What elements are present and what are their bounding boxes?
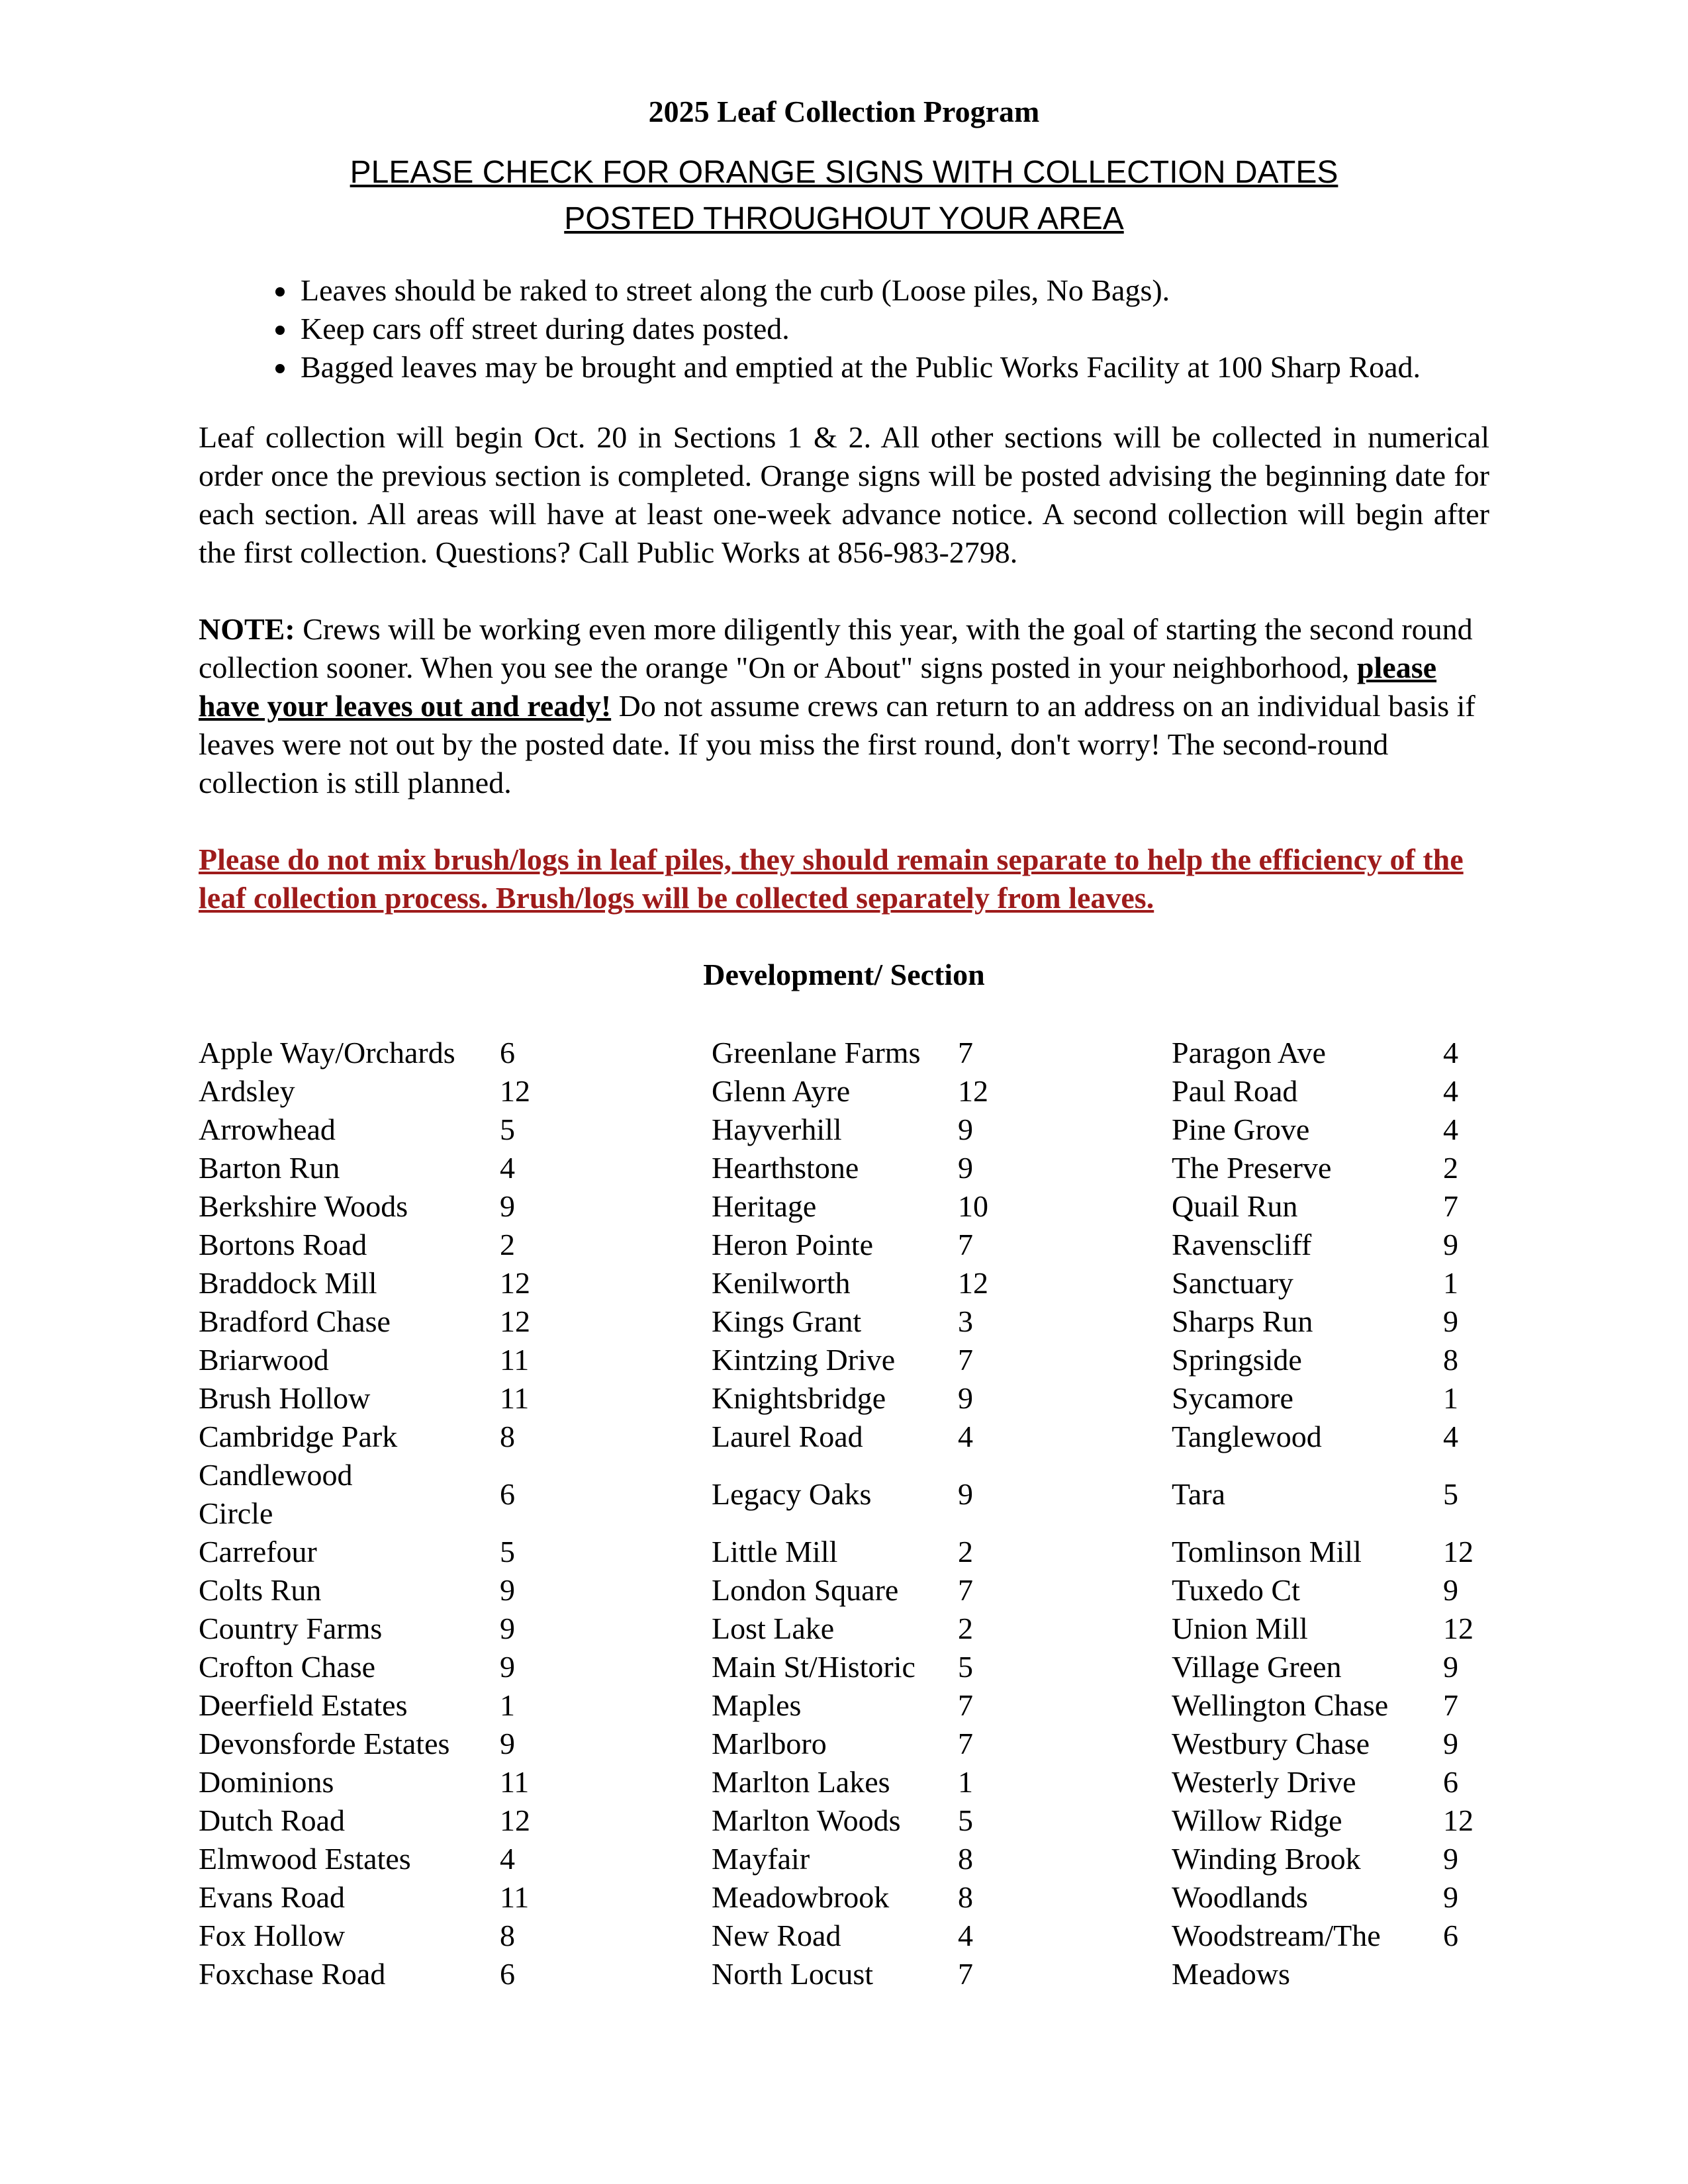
development-row: [199, 1302, 712, 1341]
development-row: [199, 1917, 712, 1955]
development-row: [712, 1456, 1172, 1533]
development-name: Ardsley: [199, 1074, 295, 1108]
development-name: Kings Grant: [712, 1304, 862, 1338]
section-number: 8: [500, 1919, 515, 1952]
section-number: 10: [958, 1189, 988, 1223]
section-number: 9: [958, 1477, 973, 1511]
section-number: 5: [1443, 1477, 1458, 1511]
section-number: 3: [958, 1304, 973, 1338]
development-row: [199, 1149, 712, 1187]
development-name: Marlton Lakes: [712, 1765, 890, 1799]
section-number: 7: [958, 1228, 973, 1261]
section-number: 4: [500, 1151, 515, 1185]
development-name: Woodlands: [1172, 1880, 1308, 1914]
development-row: [712, 1840, 1172, 1878]
development-name: Paul Road: [1172, 1074, 1298, 1108]
development-row: [712, 1379, 1172, 1418]
section-number: 4: [1443, 1113, 1458, 1146]
development-name: Brush Hollow: [199, 1381, 371, 1415]
development-row: [712, 1418, 1172, 1456]
development-name: Evans Road: [199, 1880, 346, 1914]
development-row: [199, 1226, 712, 1264]
development-name: Pine Grove: [1172, 1113, 1310, 1146]
development-row: [712, 1610, 1172, 1648]
development-name: Sanctuary: [1172, 1266, 1293, 1300]
development-name: Westerly Drive: [1172, 1765, 1356, 1799]
section-number: 6: [1443, 1919, 1458, 1952]
development-row: [1172, 1418, 1489, 1456]
section-number: 9: [958, 1151, 973, 1185]
development-row: [1172, 1187, 1489, 1226]
section-number: 5: [958, 1650, 973, 1684]
development-row: [1172, 1264, 1489, 1302]
intro-paragraph: Leaf collection will begin Oct. 20 in Sections 1 & 2. All other sections will be collected in numerical order once the previous section is completed. Orange signs will be posted advising the beginning date for each section. All areas will have at least one-week advance notice. A second collection will begin after the first collection. Questions? Call Public Works at 856-983-2798.: [199, 420, 1489, 569]
development-row: [1172, 1226, 1489, 1264]
development-name: Marlboro: [712, 1727, 827, 1760]
development-row: [1172, 1917, 1489, 1993]
instructions-list: [199, 271, 1489, 387]
notice-line-1: PLEASE CHECK FOR ORANGE SIGNS WITH COLLECTION DATES: [350, 155, 1338, 190]
section-number: 12: [1443, 1612, 1474, 1645]
development-name: Elmwood Estates: [199, 1842, 411, 1876]
section-number: 7: [958, 1573, 973, 1607]
development-name: Braddock Mill: [199, 1266, 377, 1300]
development-name: Heritage: [712, 1189, 817, 1223]
section-number: 11: [500, 1343, 530, 1377]
development-name: New Road: [712, 1919, 841, 1952]
section-number: 7: [958, 1688, 973, 1722]
development-row: [712, 1533, 1172, 1571]
development-row: [1172, 1149, 1489, 1187]
development-row: [712, 1264, 1172, 1302]
development-name: Ravenscliff: [1172, 1228, 1312, 1261]
development-name: Little Mill: [712, 1535, 838, 1569]
section-number: 7: [958, 1343, 973, 1377]
development-name: Devonsforde Estates: [199, 1727, 450, 1760]
note-text-after: Do not assume crews can return to an address on an individual basis if leaves were not out by the posted date. If you miss the first round, don't worry! The second-round collection is still planned.: [199, 689, 1476, 799]
section-number: 1: [500, 1688, 515, 1722]
development-name: Sycamore: [1172, 1381, 1293, 1415]
development-row: [712, 1187, 1172, 1226]
section-number: 9: [958, 1113, 973, 1146]
development-row: [1172, 1801, 1489, 1840]
section-number: 7: [958, 1036, 973, 1069]
development-row: [1172, 1610, 1489, 1648]
development-row: [712, 1034, 1172, 1072]
development-row: [199, 1878, 712, 1917]
development-name: Quail Run: [1172, 1189, 1298, 1223]
page-title: 2025 Leaf Collection Program: [648, 95, 1040, 128]
development-row: [199, 1571, 712, 1610]
development-row: [712, 1072, 1172, 1111]
development-row: [712, 1763, 1172, 1801]
development-name: Heron Pointe: [712, 1228, 874, 1261]
development-row: [199, 1264, 712, 1302]
development-name: Country Farms: [199, 1612, 383, 1645]
development-row: [199, 1341, 712, 1379]
development-row: [712, 1648, 1172, 1686]
development-name: The Preserve: [1172, 1151, 1332, 1185]
section-number: 12: [500, 1074, 530, 1108]
development-name: Maples: [712, 1688, 802, 1722]
development-row: [1172, 1533, 1489, 1571]
development-row: [199, 1725, 712, 1763]
development-row: [1172, 1072, 1489, 1111]
development-row: [1172, 1379, 1489, 1418]
section-number: 7: [1443, 1189, 1458, 1223]
section-number: 12: [958, 1266, 988, 1300]
development-row: [712, 1878, 1172, 1917]
section-number: 6: [500, 1477, 515, 1511]
development-row: [199, 1840, 712, 1878]
brush-warning: Please do not mix brush/logs in leaf piles, they should remain separate to help the efficiency of the leaf collection process. Brush/logs will be collected separately from leaves.: [199, 842, 1464, 915]
section-number: 4: [1443, 1036, 1458, 1069]
development-name: Knightsbridge: [712, 1381, 886, 1415]
section-number: 12: [500, 1803, 530, 1837]
section-number: 6: [500, 1036, 515, 1069]
section-number: 9: [1443, 1573, 1458, 1607]
section-number: 12: [1443, 1803, 1474, 1837]
development-row: [1172, 1763, 1489, 1801]
development-name: Berkshire Woods: [199, 1189, 408, 1223]
development-name: Crofton Chase: [199, 1650, 376, 1684]
development-row: [712, 1226, 1172, 1264]
section-number: 12: [500, 1266, 530, 1300]
development-row: [712, 1111, 1172, 1149]
development-name: Tara: [1172, 1477, 1226, 1511]
note-paragraph: [199, 610, 1489, 802]
development-name: Apple Way/Orchards: [199, 1036, 455, 1069]
development-row: [199, 1801, 712, 1840]
section-number: 9: [1443, 1842, 1458, 1876]
development-name: Meadowbrook: [712, 1880, 890, 1914]
development-name: Glenn Ayre: [712, 1074, 851, 1108]
development-name: Westbury Chase: [1172, 1727, 1370, 1760]
development-column-3: [1172, 1034, 1489, 1993]
development-name: Village Green: [1172, 1650, 1342, 1684]
development-row: [712, 1341, 1172, 1379]
section-number: 1: [1443, 1381, 1458, 1415]
development-row: [1172, 1571, 1489, 1610]
development-row: [1172, 1648, 1489, 1686]
development-row: [712, 1686, 1172, 1725]
development-name: Winding Brook: [1172, 1842, 1361, 1876]
development-name: Cambridge Park: [199, 1420, 398, 1453]
development-name: Kenilworth: [712, 1266, 851, 1300]
development-name: Marlton Woods: [712, 1803, 901, 1837]
development-row: [199, 1379, 712, 1418]
development-row: [199, 1610, 712, 1648]
development-row: [1172, 1840, 1489, 1878]
development-row: [712, 1725, 1172, 1763]
section-number: 9: [500, 1573, 515, 1607]
development-name: London Square: [712, 1573, 899, 1607]
instruction-item: • Bagged leaves may be brought and emptied at the Public Works Facility at 100 Sharp Road.: [298, 348, 1489, 387]
section-number: 2: [500, 1228, 515, 1261]
development-row: [1172, 1034, 1489, 1072]
development-name: Carrefour: [199, 1535, 317, 1569]
section-number: 6: [1443, 1765, 1458, 1799]
development-row: [1172, 1878, 1489, 1917]
section-number: 8: [958, 1842, 973, 1876]
development-name: Laurel Road: [712, 1420, 863, 1453]
section-number: 1: [958, 1765, 973, 1799]
development-name: Dominions: [199, 1765, 334, 1799]
section-number: 4: [1443, 1074, 1458, 1108]
development-column-2: [712, 1034, 1172, 1993]
section-number: 4: [958, 1919, 973, 1952]
development-row: [199, 1955, 712, 1993]
section-number: 8: [500, 1420, 515, 1453]
development-row: [712, 1801, 1172, 1840]
section-number: 9: [1443, 1304, 1458, 1338]
section-number: 7: [958, 1727, 973, 1760]
development-name: Arrowhead: [199, 1113, 336, 1146]
development-name: Wellington Chase: [1172, 1688, 1389, 1722]
development-name: Deerfield Estates: [199, 1688, 408, 1722]
development-row: [1172, 1302, 1489, 1341]
section-number: 12: [1443, 1535, 1474, 1569]
development-name: Bradford Chase: [199, 1304, 391, 1338]
development-name: Legacy Oaks: [712, 1477, 872, 1511]
section-number: 9: [500, 1612, 515, 1645]
section-number: 9: [1443, 1228, 1458, 1261]
development-row: [199, 1418, 712, 1456]
development-name: Springside: [1172, 1343, 1302, 1377]
note-label: NOTE:: [199, 612, 295, 646]
section-table-heading: Development/ Section: [703, 958, 985, 991]
section-number: 9: [500, 1189, 515, 1223]
note-emphasis: please have your leaves out and ready!: [199, 651, 1437, 723]
development-row: [1172, 1341, 1489, 1379]
instruction-item: • Leaves should be raked to street along the curb (Loose piles, No Bags).: [298, 271, 1489, 310]
development-name: Hearthstone: [712, 1151, 859, 1185]
development-row: [1172, 1725, 1489, 1763]
development-name: Main St/Historic: [712, 1650, 915, 1684]
section-number: 2: [958, 1612, 973, 1645]
development-row: [1172, 1686, 1489, 1725]
development-name: Barton Run: [199, 1151, 340, 1185]
development-row: [1172, 1111, 1489, 1149]
development-name: Candlewood Circle: [199, 1458, 353, 1530]
development-name: Bortons Road: [199, 1228, 367, 1261]
section-number: 9: [500, 1650, 515, 1684]
development-name: Fox Hollow: [199, 1919, 346, 1952]
section-number: 9: [500, 1727, 515, 1760]
development-name: Union Mill: [1172, 1612, 1308, 1645]
section-number: 5: [500, 1535, 515, 1569]
section-number: 9: [1443, 1727, 1458, 1760]
section-number: 5: [958, 1803, 973, 1837]
note-text: Crews will be working even more diligently this year, with the goal of starting the second round collection sooner. When you see the orange "On or About" signs posted in your neighborhood,: [199, 612, 1473, 684]
section-number: 4: [1443, 1420, 1458, 1453]
development-name: Tuxedo Ct: [1172, 1573, 1300, 1607]
development-row: [712, 1917, 1172, 1955]
development-name: Mayfair: [712, 1842, 810, 1876]
development-row: [199, 1072, 712, 1111]
development-row: [199, 1686, 712, 1725]
development-column-1: [199, 1034, 712, 1993]
section-number: 11: [500, 1880, 530, 1914]
section-number: 8: [958, 1880, 973, 1914]
instruction-item: • Keep cars off street during dates posted.: [298, 310, 1489, 348]
development-name: Woodstream/The Meadows: [1172, 1919, 1381, 1991]
section-number: 2: [958, 1535, 973, 1569]
development-row: [712, 1571, 1172, 1610]
section-number: 4: [500, 1842, 515, 1876]
development-name: Willow Ridge: [1172, 1803, 1342, 1837]
section-number: 7: [1443, 1688, 1458, 1722]
section-number: 9: [1443, 1650, 1458, 1684]
development-name: Tomlinson Mill: [1172, 1535, 1362, 1569]
development-section-table: [199, 1034, 1489, 1993]
development-row: [712, 1955, 1172, 1993]
development-row: [199, 1034, 712, 1072]
development-name: Kintzing Drive: [712, 1343, 896, 1377]
document-page: [199, 93, 1489, 1993]
section-number: 8: [1443, 1343, 1458, 1377]
development-row: [199, 1187, 712, 1226]
section-number: 11: [500, 1381, 530, 1415]
development-name: Tanglewood: [1172, 1420, 1322, 1453]
orange-sign-notice: [199, 150, 1489, 242]
development-name: Hayverhill: [712, 1113, 842, 1146]
development-name: Greenlane Farms: [712, 1036, 921, 1069]
section-number: 4: [958, 1420, 973, 1453]
development-row: [199, 1533, 712, 1571]
section-number: 2: [1443, 1151, 1458, 1185]
section-number: 7: [958, 1957, 973, 1991]
section-number: 12: [958, 1074, 988, 1108]
development-name: Briarwood: [199, 1343, 329, 1377]
development-name: Paragon Ave: [1172, 1036, 1326, 1069]
section-number: 11: [500, 1765, 530, 1799]
section-number: 5: [500, 1113, 515, 1146]
notice-line-2: POSTED THROUGHOUT YOUR AREA: [564, 201, 1124, 236]
development-name: Colts Run: [199, 1573, 322, 1607]
section-number: 9: [1443, 1880, 1458, 1914]
development-row: [199, 1456, 712, 1533]
section-number: 6: [500, 1957, 515, 1991]
development-row: [199, 1648, 712, 1686]
section-number: 12: [500, 1304, 530, 1338]
development-name: Sharps Run: [1172, 1304, 1313, 1338]
development-name: North Locust: [712, 1957, 874, 1991]
section-number: 9: [958, 1381, 973, 1415]
development-name: Foxchase Road: [199, 1957, 386, 1991]
development-name: Dutch Road: [199, 1803, 346, 1837]
development-row: [199, 1111, 712, 1149]
development-name: Lost Lake: [712, 1612, 835, 1645]
development-row: [199, 1763, 712, 1801]
development-row: [1172, 1456, 1489, 1533]
section-number: 1: [1443, 1266, 1458, 1300]
development-row: [712, 1149, 1172, 1187]
development-row: [712, 1302, 1172, 1341]
